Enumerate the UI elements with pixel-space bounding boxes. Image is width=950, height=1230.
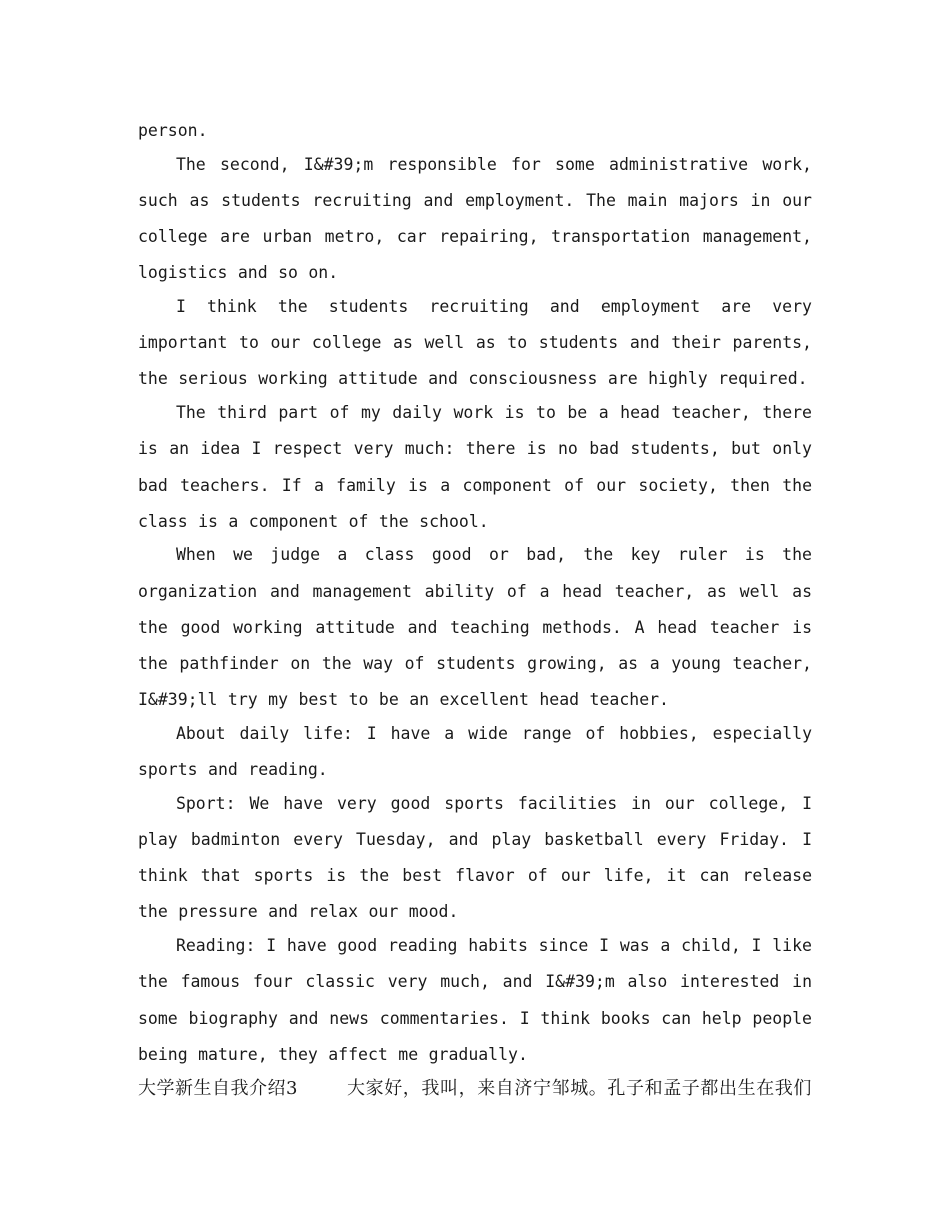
paragraph-head-teacher: The third part of my daily work is to be a head teacher, there is an idea I respect very much: there is no bad students, but only bad teachers. If a family is a component of our society, then the class is a component of the school. [138, 403, 812, 531]
chinese-section-line [138, 1074, 812, 1104]
paragraph-recruiting-importance: I think the students recruiting and employment are very important to our college as well as to students and their parents, the serious working attitude and consciousness are highly required. [138, 297, 812, 389]
paragraph-continuation: person. [138, 121, 208, 140]
document-body [138, 113, 812, 1070]
paragraph-sport: Sport: We have very good sports facilities in our college, I play badminton every Tuesday, and play basketball every Friday. I think that sports is the best flavor of our life, it can release the pressure and relax our mood. [138, 793, 812, 922]
paragraph-daily-life: About daily life: I have a wide range of hobbies, especially sports and reading. [138, 723, 812, 780]
section-heading: 大学新生自我介绍3 [138, 1078, 298, 1099]
paragraph-administrative-work: The second, I&#39;m responsible for some administrative work, such as students recruiting and employment. The main majors in our college are urban metro, car repairing, transportation management, logistics and so on. [138, 154, 812, 283]
paragraph-judge-class: When we judge a class good or bad, the key ruler is the organization and management ability of a head teacher, as well as the good working attitude and teaching methods. A head teacher is the pathfinder on the way of students growing, as a young teacher, I&#39;ll try my best to be an excellent head teacher. [138, 545, 812, 710]
section-intro-text: 大家好，我叫，来自济宁邹城。孔子和孟子都出生在我们 [347, 1078, 812, 1099]
paragraph-reading: Reading: I have good reading habits since I was a child, I like the famous four classic very much, and I&#39;m also interested in some biography and news commentaries. I think books can help people being mature, they affect me gradually. [138, 936, 812, 1064]
